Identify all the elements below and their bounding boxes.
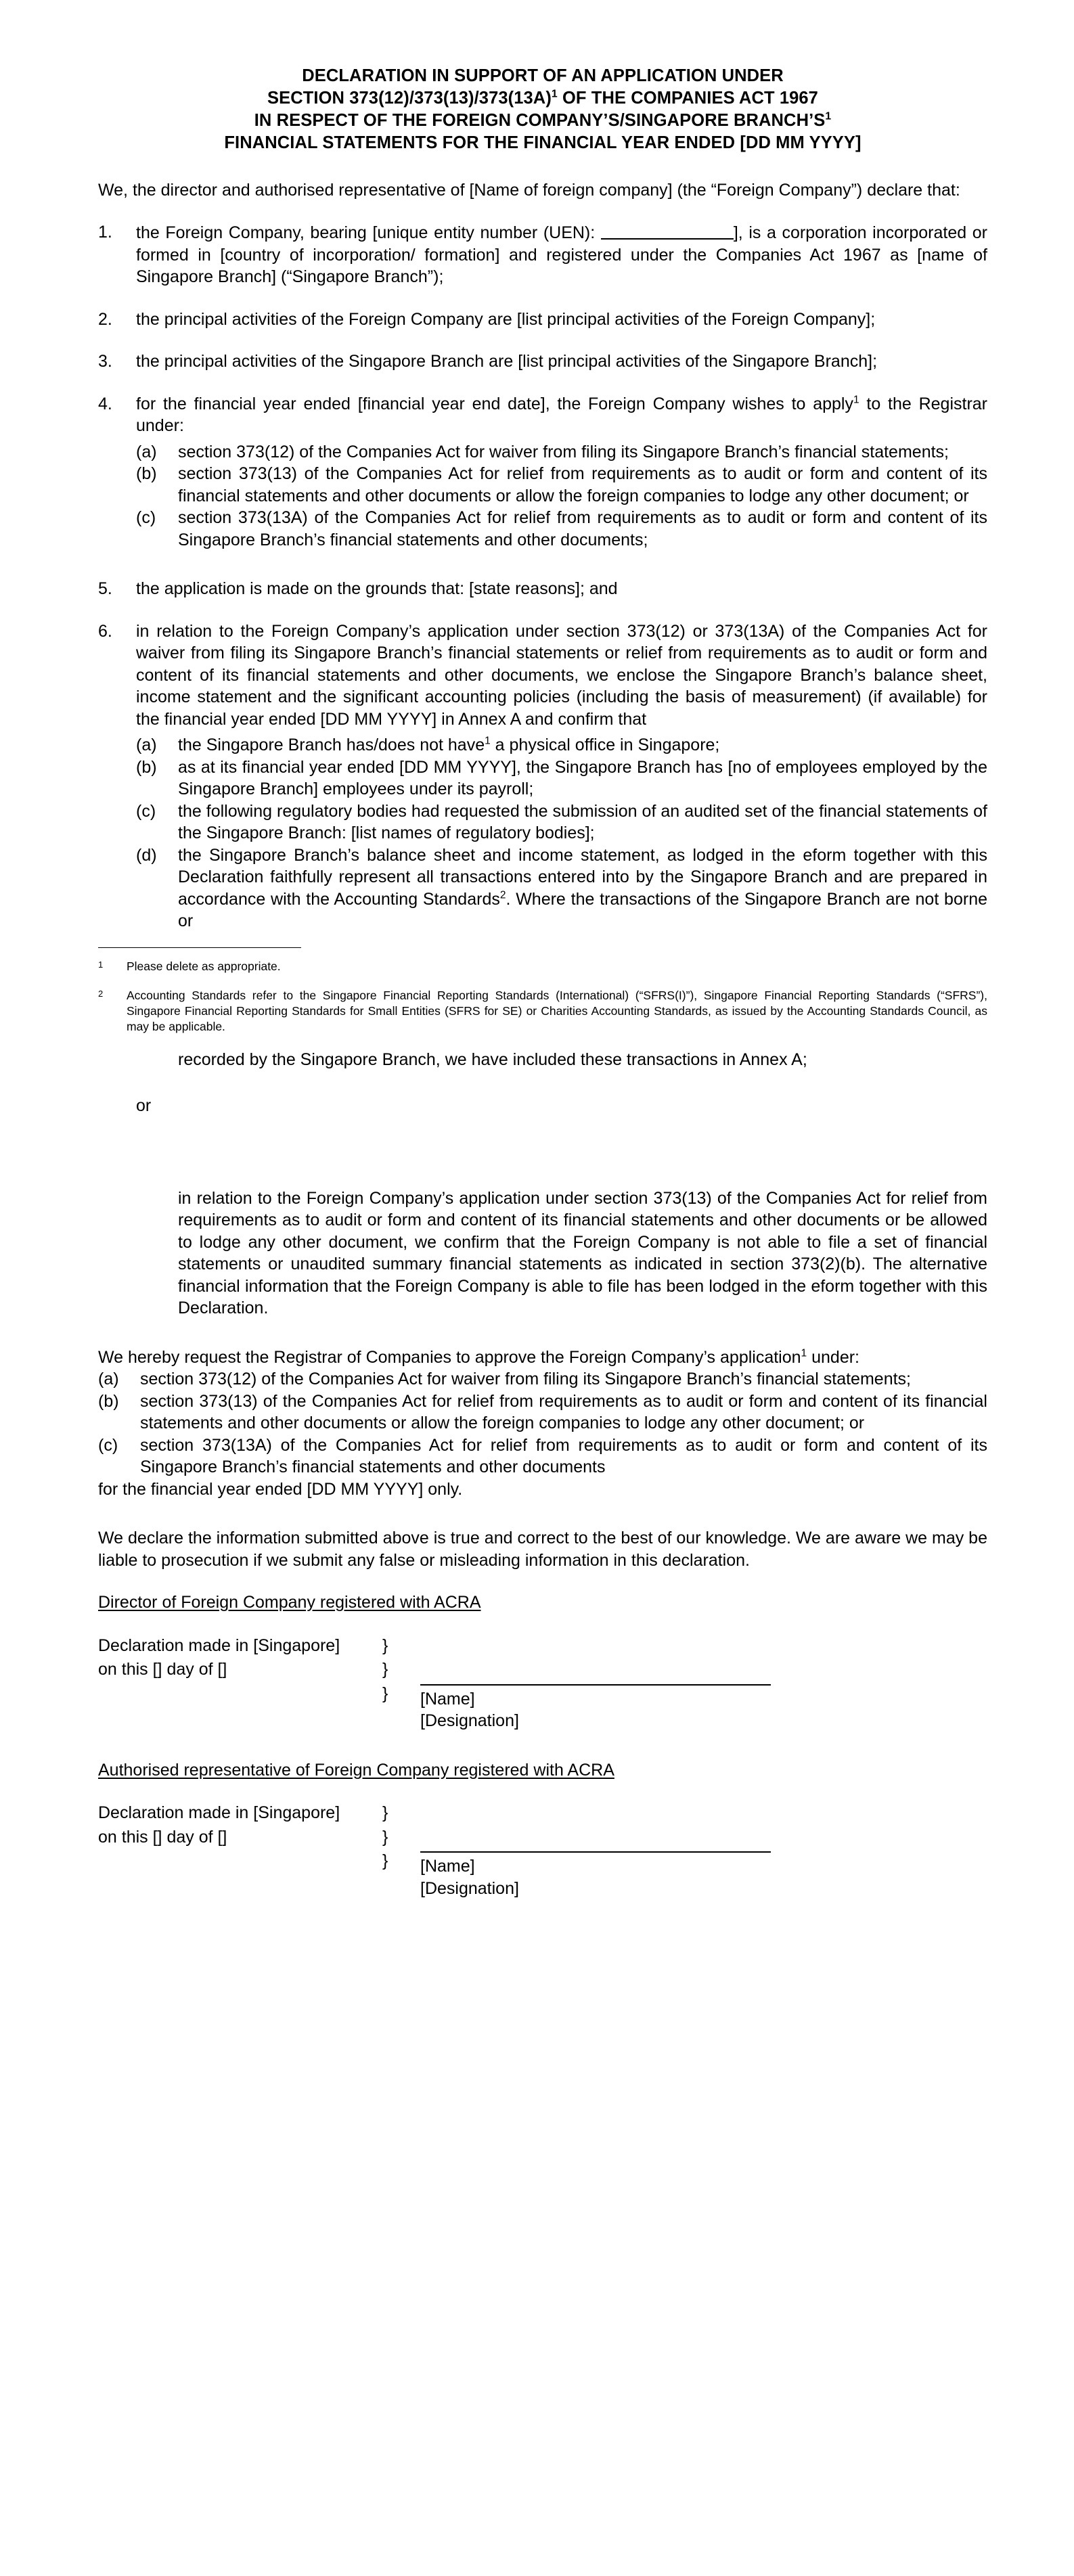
title-line-4: FINANCIAL STATEMENTS FOR THE FINANCIAL YEAR ENDED [DD MM YYYY]	[224, 133, 862, 153]
spacer	[98, 1319, 987, 1347]
alternative-paragraph: in relation to the Foreign Company’s application under section 373(13) of the Companies Act for relief from requirements as to audit or form and content of its financial statements and other documents or be allowed to lodge any other document, we confirm that the Foreign Company is not able to file a set of financial statements or unaudited summary financial statements as indicated in section 373(2)(b). The alternative financial information that the Foreign Company is able to file has been lodged in the eform together with this Declaration.	[178, 1188, 987, 1318]
signature-heading-authorised-rep: Authorised representative of Foreign Company registered with ACRA	[98, 1760, 614, 1780]
signature-area-director	[420, 1634, 987, 1732]
clause-1	[98, 221, 987, 288]
signature-braces-authorised-rep	[382, 1801, 420, 1874]
footnote-1-text: Please delete as appropriate.	[127, 959, 281, 973]
title-line-2: SECTION $373(12)/373(13)/373(13A)^1$ OF THE COMPANIES ACT 1967	[267, 88, 818, 108]
clause-6-item-d-text: the Singapore Branch’s balance sheet and income statement, as lodged in the eform together with this Declaration faithfully represent all transactions entered into by the Singapore Branch and are prepared in accordance with the Accounting Standards$^2$. Where the transactions of the Singapore Branch are not borne or	[178, 845, 987, 931]
brace-2: }	[382, 1660, 388, 1679]
request-lead-paragraph: We hereby request the Registrar of Companies to approve the Foreign Company’s application$^1$ under:	[98, 1347, 860, 1367]
request-item-c-text: section 373(13A) of the Companies Act for relief from requirements as to audit or form and content of its Singapore Branch’s financial statements and other documents	[140, 1435, 987, 1477]
brace-1: }	[382, 1803, 388, 1823]
clause-6-item-d	[98, 844, 987, 932]
clause-4-item-b-letter: (b)	[136, 464, 157, 484]
footnote-marker: 2	[499, 889, 506, 901]
spacer	[98, 1117, 987, 1188]
clause-6-item-b-text: as at its financial year ended [DD MM YYYY], the Singapore Branch has [no of employees employed by the Singapore Branch] employees under its payroll;	[178, 757, 987, 799]
clause-6-item-b	[98, 756, 987, 800]
uen-blank-field[interactable]	[601, 221, 734, 240]
declaration-date-line: on this [] day of []	[98, 1827, 227, 1847]
clause-2	[98, 309, 987, 331]
or-separator: or	[136, 1096, 152, 1116]
clause-4-item-b	[98, 463, 987, 507]
clause-6-item-c-letter: (c)	[136, 801, 156, 821]
clause-6-text: in relation to the Foreign Company’s application under section 373(12) or 373(13A) of the Companies Act for waiver from filing its Singapore Branch’s financial statements or relief from requirements as to audit or form and content of its financial statements and other documents, we enclose the Singapore Branch’s balance sheet, income statement and the significant accounting policies (including the basis of measurement) (if available) for the financial year ended [DD MM YYYY] in Annex A and confirm that	[136, 621, 987, 729]
clause-2-number: 2.	[98, 309, 112, 329]
signature-block-director	[98, 1634, 987, 1732]
clause-4-item-b-text: section 373(13) of the Companies Act for relief from requirements as to audit or form and content of its financial statements and other documents or allow the foreign companies to lodge any other document; or	[178, 464, 987, 505]
clause-6-item-a-letter: (a)	[136, 736, 157, 755]
request-closing: for the financial year ended [DD MM YYYY] only.	[98, 1479, 463, 1499]
footnote-separator	[98, 947, 301, 948]
clause-6	[98, 620, 987, 731]
request-item-b-letter: (b)	[98, 1391, 119, 1411]
declaration-paragraph: We declare the information submitted above is true and correct to the best of our knowledge. We are aware we may be liable to prosecution if we submit any false or misleading information in this declaration.	[98, 1529, 987, 1570]
footnote-2-number: 2	[98, 988, 104, 999]
brace-2: }	[382, 1827, 388, 1847]
page-title	[98, 65, 987, 155]
signature-line-director[interactable]	[420, 1684, 771, 1686]
clause-4-text: for the financial year ended [financial year end date], the Foreign Company wishes to apply$^1$ to the Registrar under:	[136, 394, 987, 436]
clause-6-item-c-text: the following regulatory bodies had requested the submission of an audited set of the financial statements of the Singapore Branch: [list names of regulatory bodies];	[178, 801, 987, 843]
signature-designation-placeholder-authorised-rep: [Designation]	[420, 1878, 519, 1898]
intro-paragraph: We, the director and authorised representative of [Name of foreign company] (the “Foreign Company”) declare that:	[98, 180, 960, 200]
request-item-a-text: section 373(12) of the Companies Act for waiver from filing its Singapore Branch’s financial statements;	[140, 1370, 911, 1389]
footnote-1	[98, 959, 987, 974]
signature-braces-director	[382, 1634, 420, 1707]
request-item-c-letter: (c)	[98, 1435, 118, 1455]
brace-1: }	[382, 1635, 388, 1655]
brace-3: }	[382, 1684, 388, 1703]
clause-2-text: the principal activities of the Foreign Company are [list principal activities of the Foreign Company];	[136, 309, 876, 329]
clause-6-item-d-letter: (d)	[136, 845, 157, 865]
clause-3	[98, 351, 987, 373]
declaration-date-line: on this [] day of []	[98, 1660, 227, 1679]
request-item-a-letter: (a)	[98, 1370, 119, 1389]
clause-6-item-c	[98, 800, 987, 844]
request-item-b-text: section 373(13) of the Companies Act for relief from requirements as to audit or form and content of its financial statements and other documents or allow the foreign companies to lodge any other document; or	[140, 1391, 987, 1433]
brace-3: }	[382, 1851, 388, 1871]
signature-name-placeholder-authorised-rep: [Name]	[420, 1857, 475, 1876]
footnote-2-text: Accounting Standards refer to the Singapore Financial Reporting Standards (International) (“SFRS(I)”), Singapore Financial Reporting Standards (“SFRS”), Singapore Financial Reporting Standards for Small Entities (SFRS for SE) or Charities Accounting Standards, as issued by the Accounting Standards Council, as may be applicable.	[127, 988, 987, 1034]
clause-4-item-c-text: section 373(13A) of the Companies Act for relief from requirements as to audit or form and content of its Singapore Branch’s financial statements and other documents;	[178, 508, 987, 549]
clause-4-item-c	[98, 507, 987, 551]
signature-section-authorised-rep	[98, 1759, 987, 1900]
clause-4-item-c-letter: (c)	[136, 508, 156, 528]
spacer	[98, 551, 987, 578]
request-item-c	[98, 1434, 987, 1478]
clause-6-item-a	[98, 734, 987, 756]
footnote-marker: 1	[853, 394, 859, 406]
signature-designation-placeholder-director: [Designation]	[420, 1711, 519, 1731]
clause-5	[98, 578, 987, 600]
signature-line-authorised-rep[interactable]	[420, 1851, 771, 1853]
clause-3-text: the principal activities of the Singapore Branch are [list principal activities of the Singapore Branch];	[136, 352, 878, 371]
title-line-1: DECLARATION IN SUPPORT OF AN APPLICATION UNDER	[302, 66, 784, 85]
spacer	[98, 1500, 987, 1527]
footnote-1-number: 1	[98, 959, 104, 970]
title-footnote-marker-2: 1	[825, 110, 832, 122]
spacer	[98, 1732, 987, 1759]
footnote-2	[98, 988, 987, 1035]
signature-area-authorised-rep	[420, 1801, 987, 1899]
clause-4-item-a-text: section 373(12) of the Companies Act for waiver from filing its Singapore Branch’s financial statements;	[178, 442, 949, 461]
signature-declaration-lines-director	[98, 1634, 382, 1682]
clause-6-item-a-text: the Singapore Branch has/does not have$^1$ a physical office in Singapore;	[178, 735, 720, 755]
clause-1-number: 1.	[98, 223, 112, 242]
clause-4-item-a	[98, 441, 987, 464]
declaration-place-line: Declaration made in [Singapore]	[98, 1635, 340, 1655]
signature-heading-director: Director of Foreign Company registered with ACRA	[98, 1593, 481, 1612]
request-item-b	[98, 1391, 987, 1434]
signature-name-placeholder-director: [Name]	[420, 1689, 475, 1709]
clause-6-item-b-letter: (b)	[136, 757, 157, 777]
clause-4-item-a-letter: (a)	[136, 442, 157, 461]
clause-6-item-d-continuation: recorded by the Singapore Branch, we have included these transactions in Annex A;	[178, 1049, 807, 1069]
clause-5-number: 5.	[98, 579, 112, 599]
signature-section-director	[98, 1591, 987, 1732]
signature-declaration-lines-authorised-rep	[98, 1801, 382, 1849]
request-item-a	[98, 1368, 987, 1391]
clause-4-number: 4.	[98, 394, 112, 413]
clause-1-text: the Foreign Company, bearing [unique entity number (UEN): ], is a corporation incorporated or formed in [country of incorporation/ formation] and registered under the Companies Act 1967 as [name of Singapore Branch] (“Singapore Branch”);	[136, 221, 987, 288]
signature-block-authorised-rep	[98, 1801, 987, 1899]
clause-5-text: the application is made on the grounds that: [state reasons]; and	[136, 579, 618, 599]
clause-4	[98, 393, 987, 437]
clause-3-number: 3.	[98, 352, 112, 371]
declaration-place-line: Declaration made in [Singapore]	[98, 1803, 340, 1823]
clause-6-number: 6.	[98, 621, 112, 641]
title-line-3: IN RESPECT OF THE FOREIGN COMPANY’S/SINGAPORE $BRANCH’S^1$	[254, 110, 832, 131]
title-footnote-marker-1: 1	[551, 88, 558, 100]
footnote-marker: 1	[485, 735, 491, 747]
footnote-marker: 1	[801, 1347, 807, 1359]
